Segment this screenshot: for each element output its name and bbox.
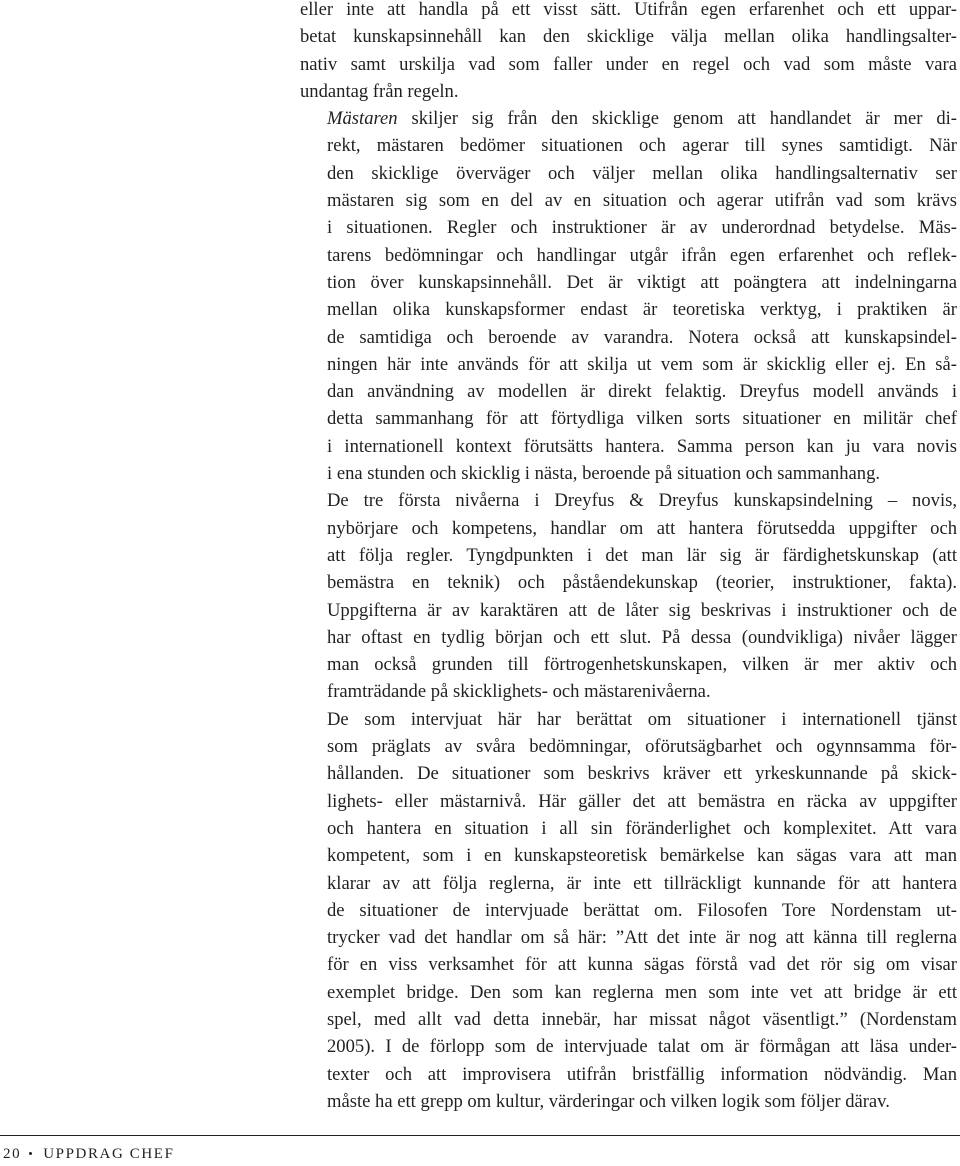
text-line: texter och att improvisera utifrån bristfällig information nödvändig. Man [327,1063,957,1085]
text-line: som präglats av svåra bedömningar, oförutsägbarhet och ogynnsamma för- [327,736,957,758]
paragraph [300,706,957,1115]
text-line: trycker vad det handlar om så här: ”Att det inte är nog att känna till reglerna [327,927,957,949]
text-line: rekt, mästaren bedömer situationen och agerar till synes samtidigt. När [327,135,957,157]
text-line: mästaren sig som en del av en situation och agerar utifrån vad som krävs [327,190,957,212]
text-line-rest: skiljer sig från den skicklige genom att handlandet är mer di- [397,108,957,130]
footer-rule [0,1135,960,1136]
text-line: kompetent, som i en kunskapsteoretisk bemärkelse kan sägas vara att man [327,845,957,867]
text-line: i ena stunden och skicklig i nästa, beroende på situation och sammanhang. [327,463,881,485]
separator-dot-icon [29,1152,32,1155]
text-line: eller inte att handla på ett visst sätt. Utifrån egen erfarenhet och ett uppar- [300,0,957,20]
text-line: för en viss verksamhet för att kunna sägas förstå vad det rör sig om visar [327,954,957,976]
text-line: betat kunskapsinnehåll kan den skicklige välja mellan olika handlingsalter- [300,26,957,48]
paragraph [300,0,957,105]
text-line: detta sammanhang för att förtydliga vilken sorts situationer en militär chef [327,408,957,430]
text-line: framträdande på skicklighets- och mästarenivåerna. [327,681,711,703]
text-line: nybörjare och kompetens, handlar om att hantera förutsedda uppgifter och [327,517,957,539]
text-line: lighets- eller mästarnivå. Här gäller det att bemästra en räcka av uppgifter [327,790,957,812]
text-line: tion över kunskapsinnehåll. Det är viktigt att poängtera att indelningarna [327,271,957,293]
text-line: tarens bedömningar och handlingar utgår ifrån egen erfarenhet och reflek- [327,244,957,266]
running-title: UPPDRAG CHEF [43,1146,175,1162]
text-line: De som intervjuat här har berättat om situationer i internationell tjänst [327,708,957,730]
text-line: man också grunden till förtrogenhetskunskapen, vilken är mer aktiv och [327,654,957,676]
text-line: att följa regler. Tyngdpunkten i det man lär sig är färdighetskunskap (att [327,544,957,566]
paragraph [300,487,957,705]
text-line: ningen här inte används för att skilja ut vem som är skicklig eller ej. En så- [327,353,957,375]
text-line: klarar av att följa reglerna, är inte ett tillräckligt kunnande för att hantera [327,872,957,894]
text-line: i internationell kontext förutsätts hantera. Samma person kan ju vara novis [327,435,957,457]
text-line: exemplet bridge. Den som kan reglerna men som inte vet att bridge är ett [327,981,957,1003]
italic-term: Mästaren [327,108,398,130]
paragraph [300,105,957,487]
text-line [300,105,957,132]
text-line: de samtidiga och beroende av varandra. Notera också att kunskapsindel- [327,326,957,348]
text-line: bemästra en teknik) och påståendekunskap (teorier, instruktioner, fakta). [327,572,957,594]
text-line: måste ha ett grepp om kultur, värderingar och vilken logik som följer därav. [327,1090,890,1112]
body-text-column [300,0,957,1115]
text-line: 2005). I de förlopp som de intervjuade talat om är förmågan att läsa under- [327,1036,957,1058]
text-line: de situationer de intervjuade berättat om. Filosofen Tore Nordenstam ut- [327,899,957,921]
text-line: den skicklige överväger och väljer mellan olika handlingsalternativ ser [327,162,957,184]
text-line: spel, med allt vad detta innebär, har missat något väsentligt.” (Nordenstam [327,1008,957,1030]
text-line: i situationen. Regler och instruktioner är av underordnad betydelse. Mäs- [327,217,957,239]
text-line: och hantera en situation i all sin föränderlighet och komplexitet. Att vara [327,817,957,839]
text-line: dan användning av modellen är direkt felaktig. Dreyfus modell används i [327,381,957,403]
text-line: har oftast en tydlig början och ett slut. På dessa (oundvikliga) nivåer lägger [327,626,957,648]
text-line: nativ samt urskilja vad som faller under en regel och vad som måste vara [300,53,957,75]
text-line: undantag från regeln. [300,80,459,102]
text-line: hållanden. De situationer som beskrivs kräver ett yrkeskunnande på skick- [327,763,957,785]
page-number: 20 [3,1146,22,1162]
text-line: Uppgifterna är av karaktären att de låter sig beskrivas i instruktioner och de [327,599,957,621]
text-line: mellan olika kunskapsformer endast är teoretiska verktyg, i praktiken är [327,299,957,321]
page-folio [3,1146,175,1163]
text-line: De tre första nivåerna i Dreyfus & Dreyfus kunskapsindelning – novis, [327,490,957,512]
